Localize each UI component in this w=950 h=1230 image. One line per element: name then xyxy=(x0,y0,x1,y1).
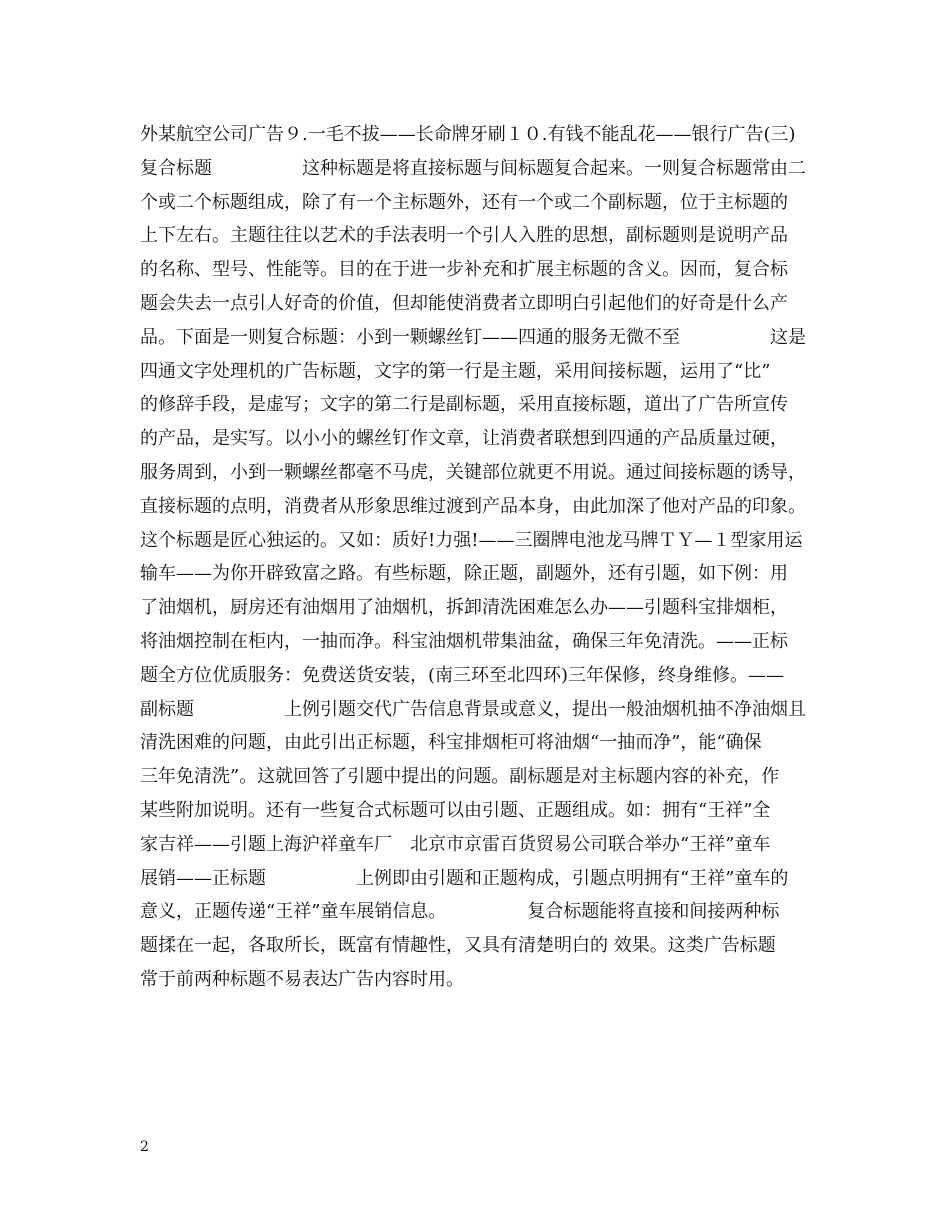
text-line: 上下左右。主题往往以艺术的手法表明一个引人入胜的思想，副标题则是说明产品 xyxy=(140,225,788,247)
text-line: 复合标题 这种标题是将直接标题与间标题复合起来。一则复合标题常由二 xyxy=(140,157,806,179)
text-line: 直接标题的点明，消费者从形象思维过渡到产品本身，由此加深了他对产品的印象。 xyxy=(140,495,806,517)
page-number: 2 xyxy=(140,1139,149,1155)
text-line: 题会失去一点引人好奇的价值，但却能使消费者立即明白引起他们的好奇是什么产 xyxy=(140,292,788,314)
text-line: 题揉在一起，各取所长，既富有情趣性，又具有清楚明白的 效果。这类广告标题 xyxy=(140,935,776,957)
text-line: 题全方位优质服务：免费送货安装，(南三环至北四环)三年保修，终身维修。—— xyxy=(140,664,785,686)
text-line: 某些附加说明。还有一些复合式标题可以由引题、正题组成。如：拥有“王祥”全 xyxy=(140,799,771,821)
text-line: 这个标题是匠心独运的。又如：质好!力强!——三圈牌电池龙马牌ＴＹ—１型家用运 xyxy=(140,529,803,551)
text-line: 外某航空公司广告９.一毛不拔——长命牌牙刷１０.有钱不能乱花——银行广告(三) xyxy=(140,124,796,145)
text-line: 副标题 上例引题交代广告信息背景或意义，提出一般油烟机抽不净油烟且 xyxy=(140,698,806,720)
body-text xyxy=(140,118,830,997)
text-line: 展销——正标题 上例即由引题和正题构成，引题点明拥有“王祥”童车的 xyxy=(140,867,789,889)
text-line: 家吉祥——引题上海沪祥童车厂 北京市京雷百货贸易公司联合举办“王祥”童车 xyxy=(140,833,771,855)
text-line: 的修辞手段，是虚写；文字的第二行是副标题，采用直接标题，道出了广告所宣传 xyxy=(140,394,788,416)
text-line: 的产品，是实写。以小小的螺丝钉作文章，让消费者联想到四通的产品质量过硬， xyxy=(140,428,788,450)
text-line: 常于前两种标题不易表达广告内容时用。 xyxy=(140,968,464,990)
text-line: 输车——为你开辟致富之路。有些标题，除正题，副题外，还有引题，如下例：用 xyxy=(140,563,788,585)
text-line: 品。下面是一则复合标题：小到一颗螺丝钉——四通的服务无微不至 这是 xyxy=(140,326,806,348)
text-line: 三年免清洗”。这就回答了引题中提出的问题。副标题是对主标题内容的补充，作 xyxy=(140,766,780,788)
text-line: 个或二个标题组成，除了有一个主标题外，还有一个或二个副标题，位于主标题的 xyxy=(140,191,788,213)
text-line: 了油烟机，厨房还有油烟用了油烟机，拆卸清洗困难怎么办——引题科宝排烟柜， xyxy=(140,597,788,619)
text-line: 将油烟控制在柜内，一抽而净。科宝油烟机带集油盆，确保三年免清洗。——正标 xyxy=(140,630,788,652)
text-line: 的名称、型号、性能等。目的在于进一步补充和扩展主标题的含义。因而，复合标 xyxy=(140,259,788,281)
text-line: 清洗困难的问题，由此引出正标题，科宝排烟柜可将油烟“一抽而净”，能“确保 xyxy=(140,732,762,754)
text-line: 四通文字处理机的广告标题，文字的第一行是主题，采用间接标题，运用了“比” xyxy=(140,360,771,382)
text-line: 服务周到，小到一颗螺丝都毫不马虎，关键部位就更不用说。通过间接标题的诱导， xyxy=(140,461,806,483)
text-line: 意义，正题传递“王祥”童车展销信息。 复合标题能将直接和间接两种标 xyxy=(140,901,780,923)
